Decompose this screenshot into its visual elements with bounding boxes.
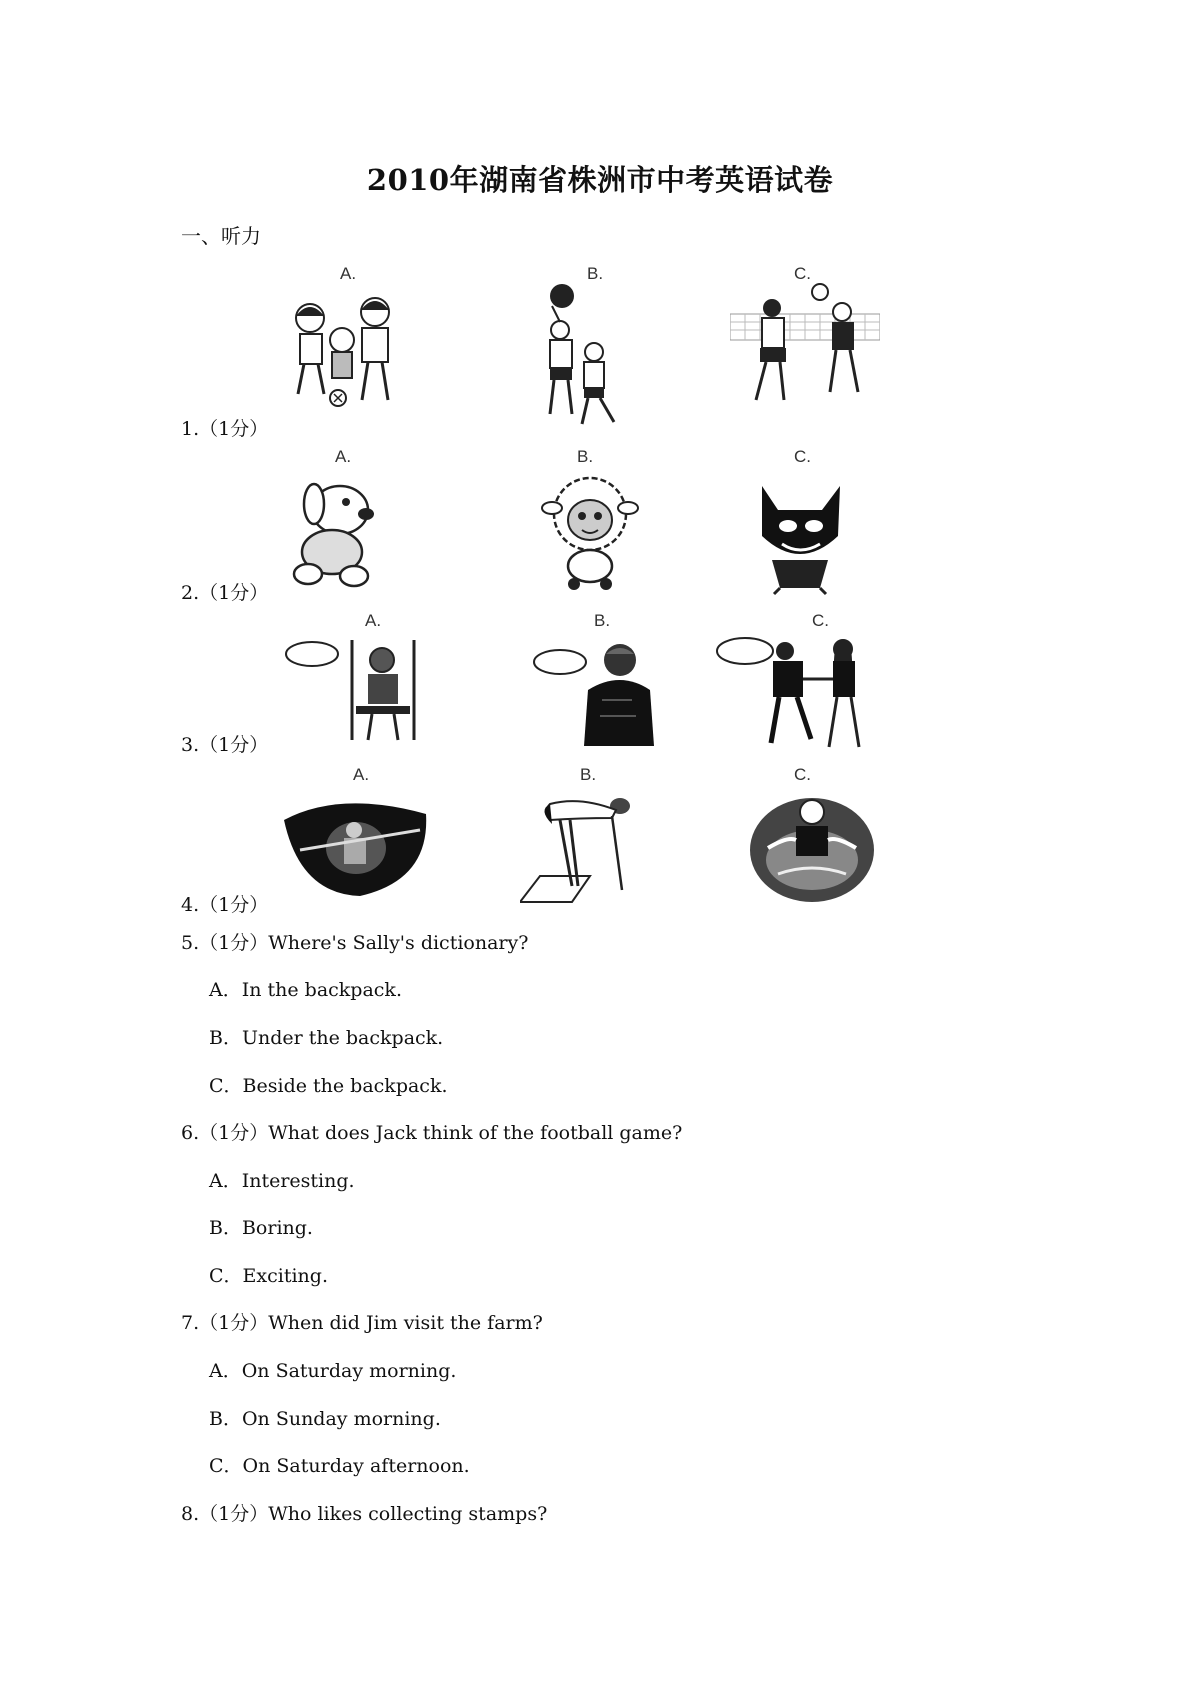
- q1-option-a-label: A.: [340, 264, 357, 283]
- q5-option-c: C．Beside the backpack.: [209, 1075, 448, 1097]
- q3-option-b-label: B.: [594, 611, 611, 630]
- person-on-swing-icon: [282, 640, 422, 750]
- question-5: [181, 928, 528, 955]
- q2-option-a-label: A.: [335, 447, 352, 466]
- question-5-label: 5.（1分）: [181, 932, 269, 954]
- q1-option-b-label: B.: [587, 264, 604, 283]
- q4-option-c-label: C.: [794, 765, 811, 784]
- q3-option-c-label: C.: [812, 611, 829, 630]
- q5-option-b: B．Under the backpack.: [209, 1027, 444, 1049]
- cartoon-wolf-icon: [748, 476, 853, 596]
- question-8-text: Who likes collecting stamps?: [268, 1503, 548, 1525]
- question-6-text: What does Jack think of the football game?: [268, 1122, 683, 1144]
- q7-option-c: C．On Saturday afternoon.: [209, 1455, 470, 1477]
- question-6: [181, 1118, 682, 1145]
- q1-option-c-label: C.: [794, 264, 811, 283]
- question-1-label: 1.（1分）: [181, 418, 269, 440]
- q6-option-c: C．Exciting.: [209, 1265, 328, 1287]
- rowing-boat-icon: [280, 790, 430, 900]
- q2-option-b-label: B.: [577, 447, 594, 466]
- question-5-text: Where's Sally's dictionary?: [268, 932, 529, 954]
- q4-option-a-label: A.: [353, 765, 370, 784]
- question-3-label: 3.（1分）: [181, 734, 269, 756]
- question-6-label: 6.（1分）: [181, 1122, 269, 1144]
- q7-option-a: A．On Saturday morning.: [209, 1360, 457, 1382]
- q3-option-a-label: A.: [365, 611, 382, 630]
- person-in-jacket-icon: [532, 640, 662, 750]
- diver-on-board-icon: [520, 790, 640, 910]
- q4-option-b-label: B.: [580, 765, 597, 784]
- page-title: 2010年湖南省株洲市中考英语试卷: [366, 163, 834, 197]
- girls-playing-volleyball-icon: [522, 282, 642, 432]
- question-7-label: 7.（1分）: [181, 1312, 269, 1334]
- q7-option-b: B．On Sunday morning.: [209, 1408, 441, 1430]
- q6-option-b: B．Boring.: [209, 1217, 313, 1239]
- question-4-label: 4.（1分）: [181, 894, 269, 916]
- q6-option-a: A．Interesting.: [209, 1170, 355, 1192]
- volleyball-at-net-icon: [730, 282, 880, 417]
- question-8-label: 8.（1分）: [181, 1503, 269, 1525]
- section-heading: 一、听力: [181, 224, 261, 248]
- person-swimming-icon: [748, 790, 878, 905]
- cartoon-sheep-icon: [540, 472, 640, 592]
- question-8: [181, 1499, 547, 1526]
- cartoon-dog-icon: [282, 474, 392, 594]
- question-7-text: When did Jim visit the farm?: [268, 1312, 543, 1334]
- question-2-label: 2.（1分）: [181, 582, 269, 604]
- people-walking-icon: [715, 635, 875, 755]
- children-playing-football-icon: [280, 290, 410, 415]
- q5-option-a: A．In the backpack.: [209, 979, 402, 1001]
- q2-option-c-label: C.: [794, 447, 811, 466]
- question-7: [181, 1308, 543, 1335]
